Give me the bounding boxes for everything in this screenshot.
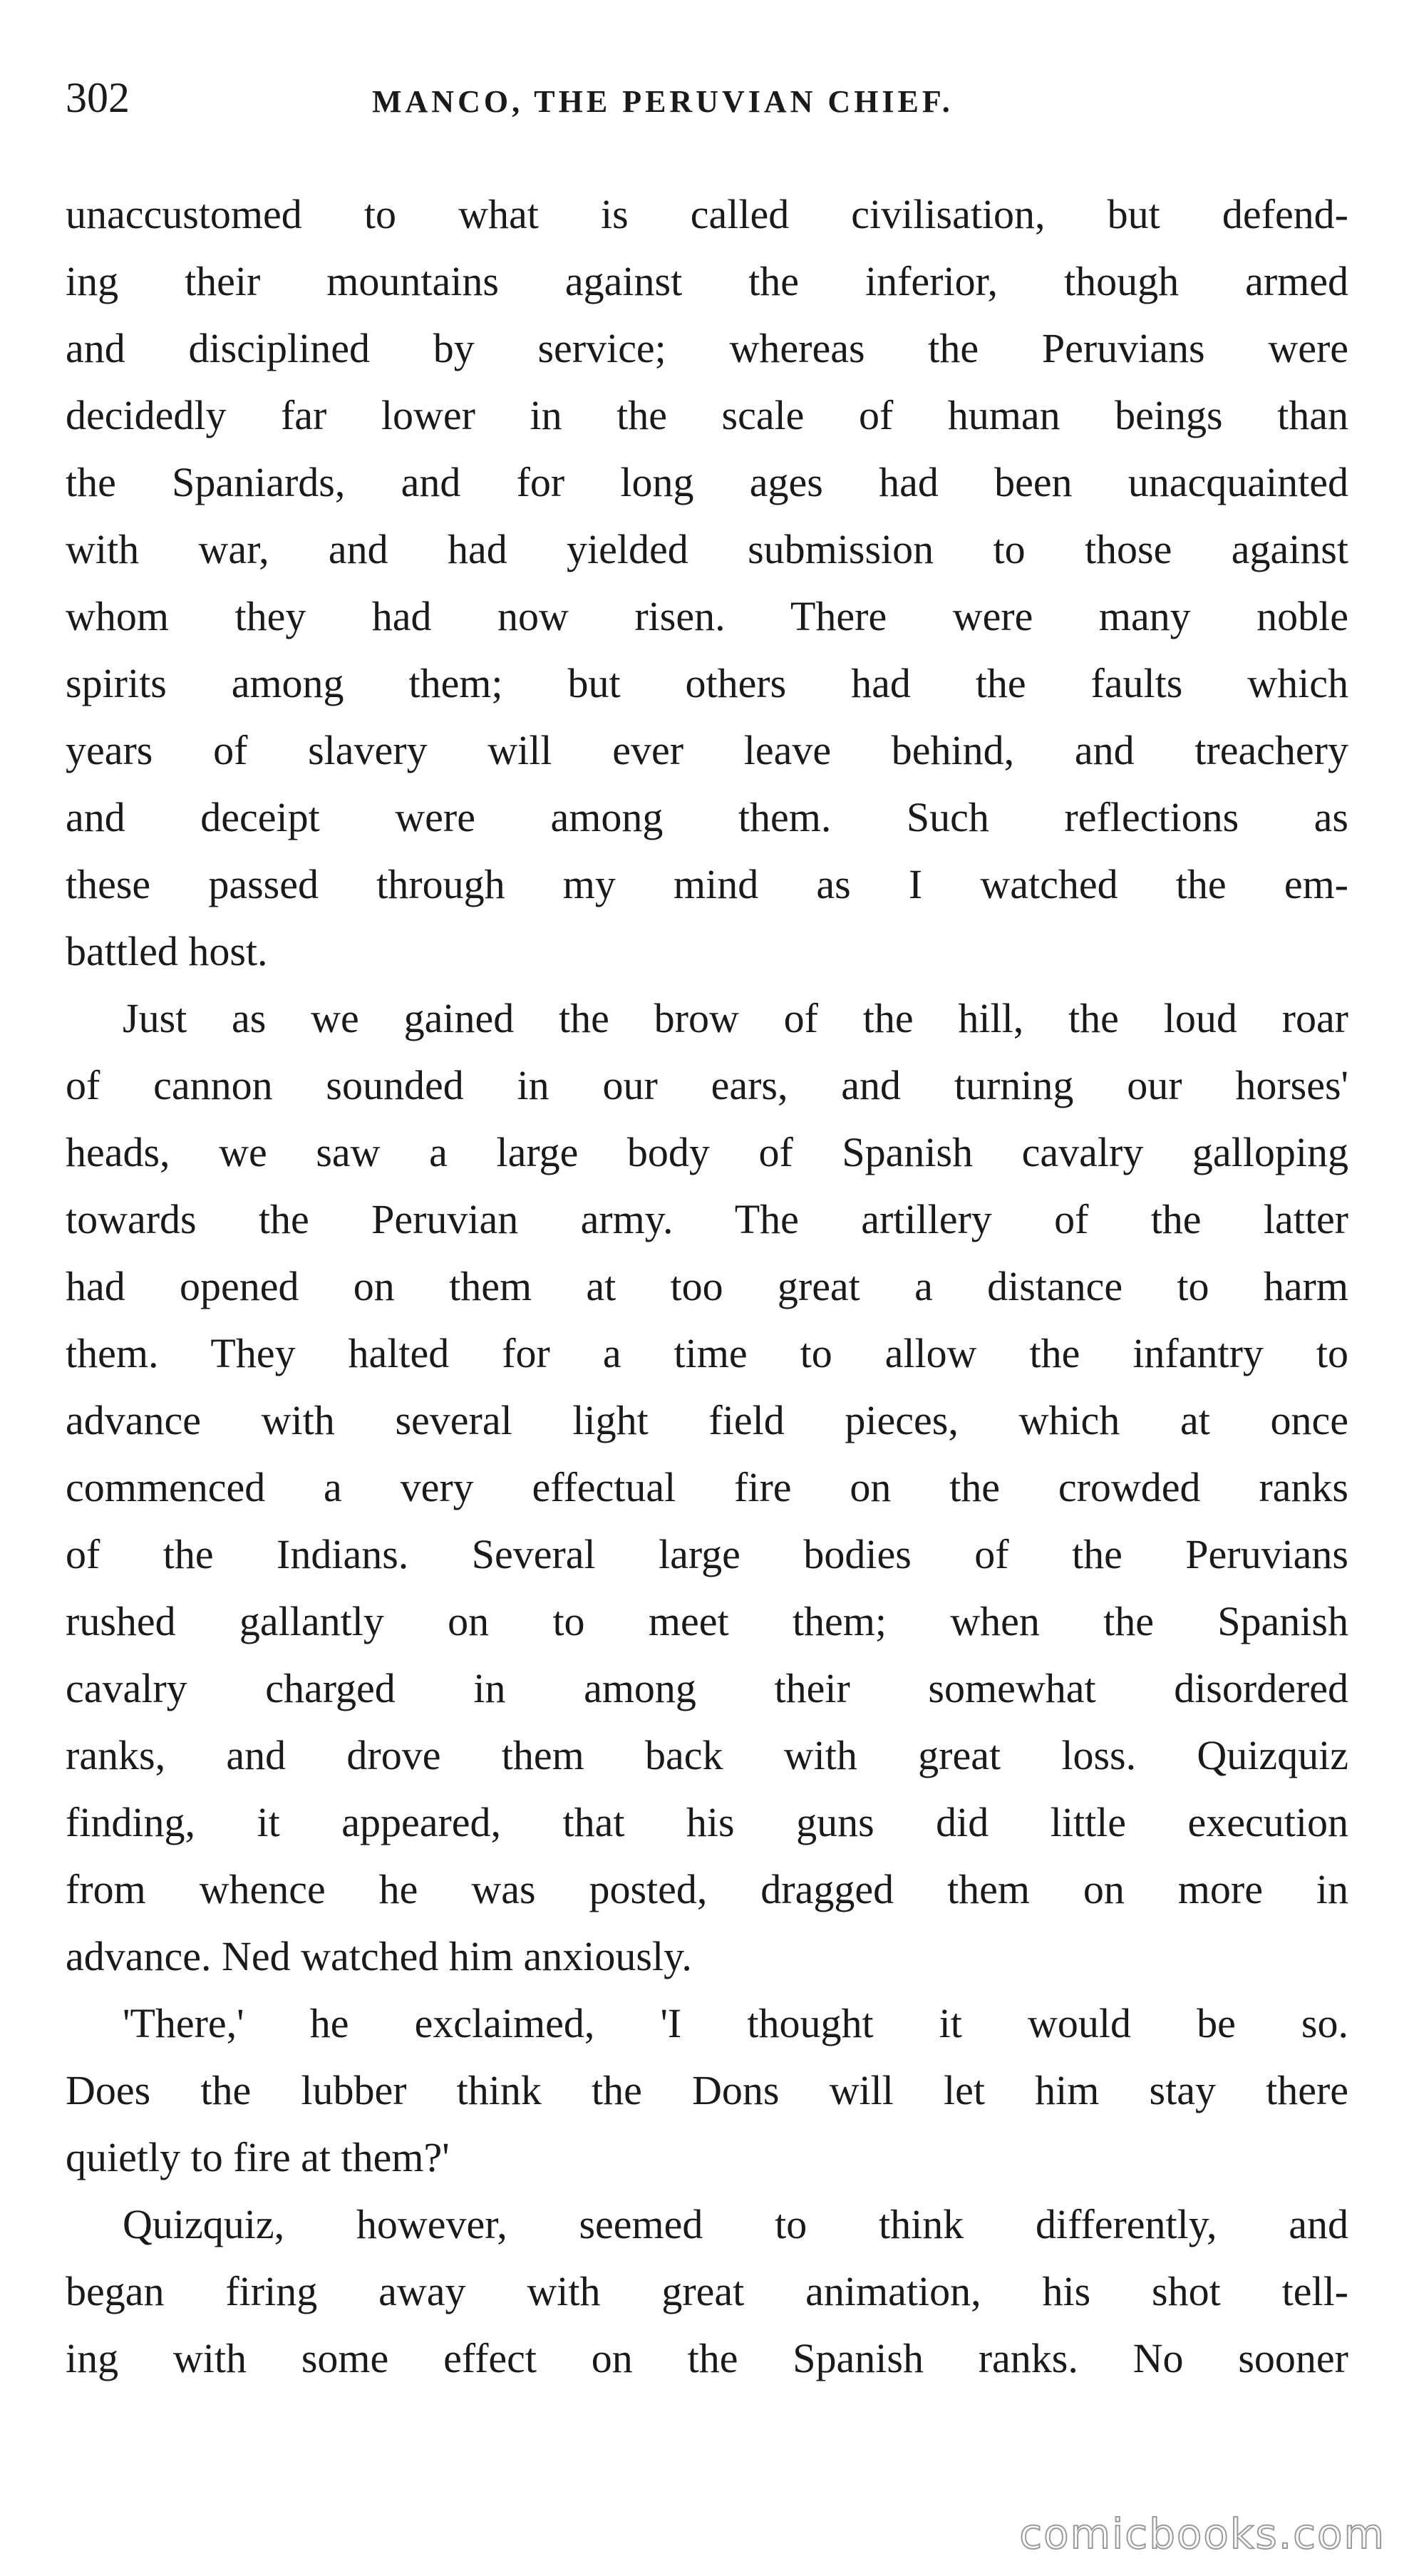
text-line: years of slavery will ever leave behind, and treachery [66, 727, 1348, 773]
text-line: whom they had now risen. There were many noble [66, 593, 1348, 639]
text-line: ing with some effect on the Spanish ranks. No sooner [66, 2335, 1348, 2381]
running-head [66, 66, 1348, 130]
running-title: MANCO, THE PERUVIAN CHIEF. [372, 84, 954, 119]
text-line: battled host. [66, 928, 268, 974]
text-line: 'There,' he exclaimed, 'I thought it would be so. [123, 2000, 1348, 2046]
text-line: ing their mountains against the inferior, though armed [66, 258, 1348, 304]
text-line: commenced a very effectual fire on the crowded ranks [66, 1464, 1348, 1510]
text-line: rushed gallantly on to meet them; when the Spanish [66, 1598, 1348, 1644]
text-line: Quizquiz, however, seemed to think differently, and [123, 2201, 1348, 2247]
text-line: of the Indians. Several large bodies of the Peruvians [66, 1531, 1348, 1577]
text-line: advance with several light field pieces, which at once [66, 1397, 1348, 1443]
text-line: advance. Ned watched him anxiously. [66, 1933, 692, 1979]
text-line: these passed through my mind as I watched the em- [66, 861, 1348, 907]
text-line: began firing away with great animation, his shot tell- [66, 2268, 1348, 2314]
text-line: the Spaniards, and for long ages had been unacquainted [66, 459, 1348, 505]
body-text [66, 181, 1348, 2392]
text-line: of cannon sounded in our ears, and turning our horses' [66, 1062, 1348, 1108]
text-line: cavalry charged in among their somewhat disordered [66, 1665, 1348, 1711]
text-line: towards the Peruvian army. The artillery of the latter [66, 1196, 1348, 1242]
text-line: had opened on them at too great a distance to harm [66, 1263, 1348, 1309]
text-line: Does the lubber think the Dons will let him stay there [66, 2067, 1348, 2113]
text-line: heads, we saw a large body of Spanish cavalry galloping [66, 1129, 1348, 1175]
watermark: comicbooks.com [1019, 2510, 1385, 2558]
text-line: them. They halted for a time to allow the infantry to [66, 1330, 1348, 1376]
text-line: with war, and had yielded submission to those against [66, 526, 1348, 572]
text-line: Just as we gained the brow of the hill, the loud roar [123, 995, 1348, 1041]
text-line: spirits among them; but others had the faults which [66, 660, 1348, 706]
text-line: from whence he was posted, dragged them on more in [66, 1866, 1348, 1912]
text-line: decidedly far lower in the scale of human beings than [66, 392, 1348, 438]
text-line: ranks, and drove them back with great loss. Quizquiz [66, 1732, 1348, 1778]
text-line: quietly to fire at them?' [66, 2134, 450, 2180]
page-number: 302 [66, 74, 130, 121]
text-line: and deceipt were among them. Such reflections as [66, 794, 1348, 840]
text-line: finding, it appeared, that his guns did little execution [66, 1799, 1348, 1845]
text-line: unaccustomed to what is called civilisation, but defend- [66, 191, 1348, 237]
text-line: and disciplined by service; whereas the Peruvians were [66, 325, 1348, 371]
